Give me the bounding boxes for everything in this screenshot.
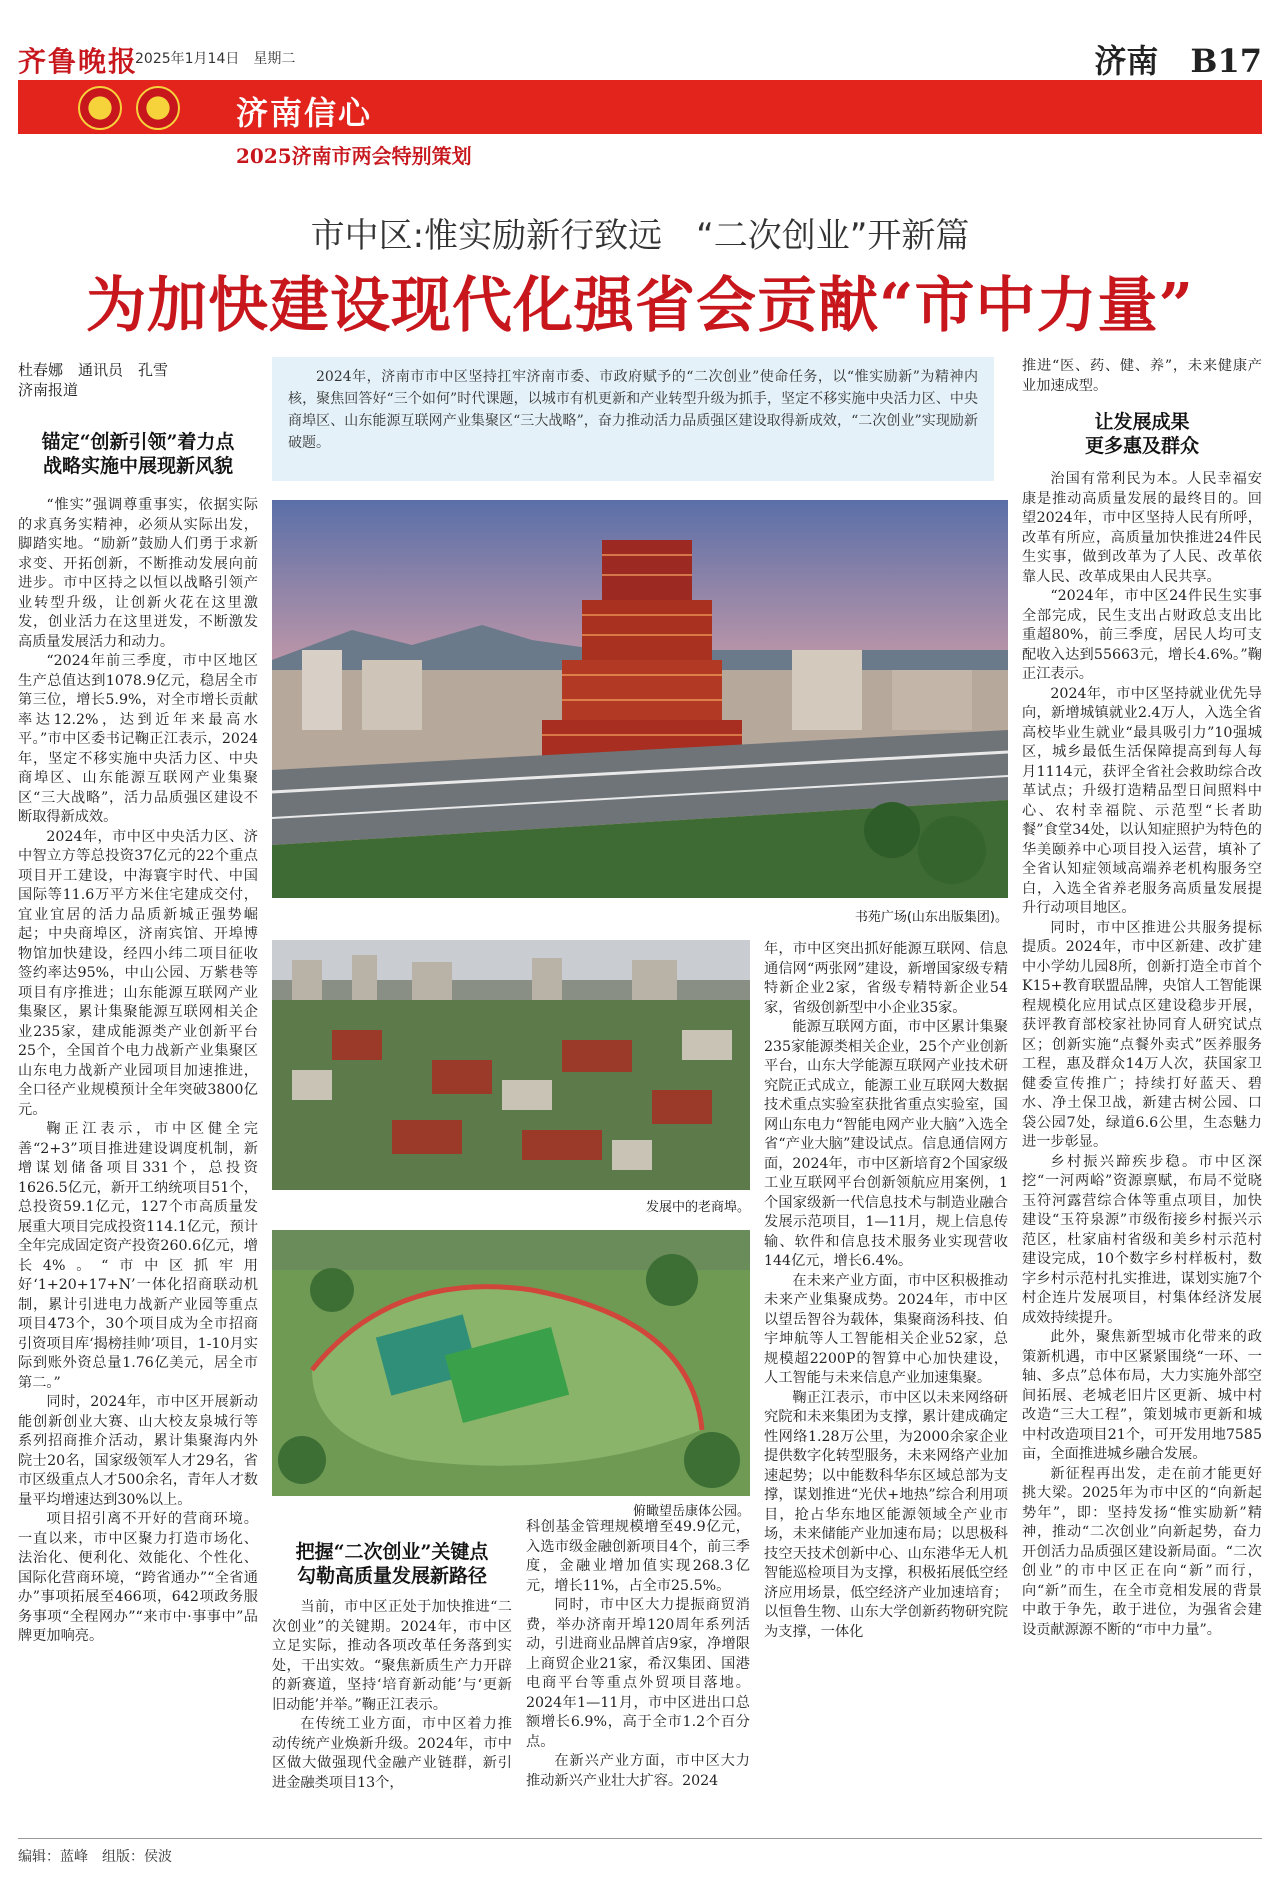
- photo-old-commercial-port: [272, 940, 750, 1190]
- paragraph: 能源互联网方面，市中区累计集聚235家能源类相关企业，25个产业创新平台，山东大学能源互联网产业技术研究院正式成立，能源工业互联网大数据技术重点实验室获批省重点实验室，国网山东电力“智能电网产业大脑”入选全省“产业大脑”建设试点。信息通信网方面，2024年，市中区新培育2个国家级工业互联网平台创新领航应用案例，1个国家级新一代信息技术与制造业融合发展示范项目，1—11月，规上信息传输、软件和信息技术服务业实现营收144亿元，增长6.4%。: [764, 1019, 1008, 1269]
- paragraph: 鞠正江表示，市中区健全完善“2+3”项目推进建设调度机制，新增谋划储备项目331个，总投资1626.5亿元，新开工纳统项目51个，总投资59.1亿元，127个市高质量发展重大项目完成投资114.1亿元，预计全年完成固定资产投资260.6亿元，增长4%。“市中区抓牢用好‘1+20+17+N’一体化招商联动机制，累计引进电力战新产业园等重点项目473个，30个项目成为全市招商引资项目库‘揭榜挂帅’项目，1-10月实际到账外资总量1.76亿美元，居全市第二。”: [18, 1121, 258, 1391]
- banner-title: 济南信心: [236, 94, 373, 132]
- section-banner: [18, 80, 1262, 134]
- intro-box: 2024年，济南市市中区坚持扛牢济南市委、市政府赋予的“二次创业”使命任务，以“惟实励新”为精神内核，聚焦回答好“三个如何”时代课题，以城市有机更新和产业转型升级为抓手，坚定不移实施中央活力区、中央商埠区、山东能源互联网产业集聚区“三大战略”，奋力推动活力品质强区建设取得新成效，“二次创业”实现励新破题。: [272, 357, 994, 481]
- column-4: [764, 940, 1008, 1828]
- paragraph: “2024年，市中区24件民生实事全部完成，民生支出占财政总支出比重超80%，前三季度，居民人均可支配收入达到55663元，增长4.6%。”鞠正江表示。: [1022, 588, 1262, 682]
- main-headline: 为加快建设现代化强省会贡献“市中力量”: [85, 271, 1195, 341]
- paragraph: “惟实”强调尊重事实，依据实际的求真务实精神，必须从实际出发，脚踏实地。“励新”鼓励人们勇于求新求变、开拓创新，不断推动发展向前进步。市中区持之以恒以战略引领产业转型升级，让创新火花在这里激发，创业活力在这里迸发，不断激发高质量发展活力和动力。: [18, 497, 258, 650]
- paragraph: 2024年，市中区坚持就业优先导向，新增城镇就业2.4万人，入选全省高校毕业生就业“最具吸引力”10强城区，城乡最低生活保障提高到每人每月1114元，获评全省社会救助综合改革试点；升级打造精品型日间照料中心、农村幸福院、示范型“长者助餐”食堂34处，以认知症照护为特色的华美颐养中心项目投入运营，填补了全省认知症领域高端养老机构服务空白，入选全省养老服务高质量发展提升行动项目地区。: [1022, 685, 1262, 916]
- issue-date: 2025年1月14日 星期二: [135, 51, 296, 67]
- paragraph: 年，市中区突出抓好能源互联网、信息通信网“两张网”建设，新增国家级专精特新企业2家，省级专精特新企业54家，省级创新型中小企业35家。: [764, 941, 1008, 1016]
- paragraph: 在传统工业方面，市中区着力推动传统产业焕新升级。2024年，市中区做大做强现代金融产业链群，新引进金融类项目13个，: [272, 1716, 512, 1791]
- section-heading-3: 让发展成果 更多惠及群众: [1084, 411, 1199, 457]
- column-5-top: [1022, 357, 1262, 397]
- byline-authors: 杜春娜 通讯员 孔雪: [18, 361, 169, 379]
- column-2: [272, 1598, 512, 1828]
- page-code: 济南 B17: [1094, 42, 1262, 80]
- paragraph: 在新兴产业方面，市中区大力推动新兴产业壮大扩容。2024: [526, 1753, 750, 1789]
- paragraph: 治国有常利民为本。人民幸福安康是推动高质量发展的最终目的。回望2024年，市中区坚持人民有所呼，改革有所应，高质量加快推进24件民生实事，做到改革为了人民、改革依靠人民、改革成果由人民共享。: [1022, 471, 1262, 585]
- column-1: [18, 496, 258, 1828]
- footer-credits: 编辑：蓝峰 组版：侯波: [18, 1849, 172, 1865]
- column-3: [526, 1518, 750, 1828]
- photo-bookstore-plaza: [272, 500, 1008, 898]
- photo-wangyue-park: [272, 1230, 750, 1496]
- column-5: [1022, 470, 1262, 1828]
- national-emblem-icon: [78, 86, 122, 130]
- paragraph: 2024年，市中区中央活力区、济中智立方等总投资37亿元的22个重点项目开工建设，中海寰宇时代、中国国际等11.6万平方米住宅建成交付，宜业宜居的活力品质新城正强势崛起；中央商埠区，济南宾馆、开埠博物馆加快建设，经四小纬二项目征收签约率达95%，中山公园、万紫巷等项目有序推进；山东能源互联网产业集聚区，累计集聚能源互联网相关企业235家，建成能源类产业创新平台25个，全国首个电力战新产业集聚区山东电力战新产业园项目加速推进，全口径产业规模预计全年突破3800亿元。: [18, 828, 258, 1118]
- paragraph: 当前，市中区正处于加快推进“二次创业”的关键期。2024年，市中区立足实际，推动各项改革任务落到实处，干出实效。“聚焦新质生产力开辟的新赛道，坚持‘培育新动能’与‘更新旧动能’并举。”鞠正江表示。: [272, 1599, 512, 1713]
- paragraph: 鞠正江表示，市中区以未来网络研究院和未来集团为支撑，累计建成确定性网络1.28万公里，为2000余家企业提供数字化转型服务，未来网络产业加速起势；以中能数科华东区域总部为支撑，谋划推进“光伏+地热”综合利用项目，抢占华东地区能源领域全产业市场，未来储能产业加速布局；以思极科技空天技术创新中心、山东港华无人机智能巡检项目为支撑，积极拓展低空经济应用场景，低空经济产业加速培育；以恒鲁生物、山东大学创新药物研究院为支撑，一体化: [764, 1389, 1008, 1640]
- paragraph: 乡村振兴蹄疾步稳。市中区深挖“一河两峪”资源禀赋，布局不觉晓玉符河露营综合体等重点项目，加快建设“玉符泉源”市级衔接乡村振兴示范区，杜家庙村省级和美乡村示范村建设完成，10个数字乡村样板村，数字乡村示范村扎实推进，谋划实施7个村企连片发展项目，村集体经济发展成效持续提升。: [1022, 1153, 1262, 1326]
- paragraph: 新征程再出发，走在前才能更好挑大梁。2025年为市中区的“向新起势年”，即：坚持发扬“惟实励新”精神，推动“二次创业”向新起势，奋力开创活力品质强区建设新局面。“二次创业”的市中区正在向“新”而行，向“新”而生，在全市竞相发展的背景中敢于争先，敢于进位，为强省会建设贡献源源不断的“市中力量”。: [1022, 1465, 1262, 1638]
- caption-photo-1: 书苑广场(山东出版集团)。: [854, 910, 1008, 925]
- section-heading-1: 锚定“创新引领”着力点 战略实施中展现新风貌: [41, 431, 235, 477]
- paragraph: “2024年前三季度，市中区地区生产总值达到1078.9亿元，稳居全市第三位，增长5.9%，对全市增长贡献率达12.2%，达到近年来最高水平。”市中区委书记鞠正江表示，2024年，坚定不移实施中央活力区、中央商埠区、山东能源互联网产业集聚区“三大战略”，活力品质强区建设不断取得新成效。: [18, 653, 258, 825]
- footer-divider: [18, 1838, 1262, 1839]
- paragraph: 在未来产业方面，市中区积极推动未来产业集聚成势。2024年，市中区以望岳智谷为载体，集聚商汤科技、伯宇坤航等人工智能相关企业52家，总规模超2200P的智算中心加快建设，人工智能与未来信息产业加速集聚。: [764, 1272, 1008, 1386]
- kicker-headline: 市中区:惟实励新行致远 “二次创业”开新篇: [310, 216, 970, 256]
- byline-location: 济南报道: [18, 381, 79, 399]
- paragraph: 同时，市中区大力提振商贸消费，举办济南开埠120周年系列活动，引进商业品牌首店9家，净增限上商贸企业21家，希汉集团、国港电商平台等重点外贸项目落地。2024年1—11月，市中区进出口总额增长6.9%，高于全市1.2个百分点。: [526, 1597, 750, 1750]
- caption-photo-2: 发展中的老商埠。: [645, 1200, 750, 1215]
- section-heading-2: 把握“二次创业”关键点 勾勒高质量发展新路径: [295, 1541, 489, 1587]
- paragraph: 项目招引离不开好的营商环境。一直以来，市中区聚力打造市场化、法治化、便利化、效能化、个性化、国际化营商环境，“跨省通办”“全省通办”事项拓展至466项，642项政务服务事项“全程网办”“来市中·事事中”品牌更加响亮。: [18, 1511, 258, 1644]
- byline: [18, 360, 258, 400]
- masthead-logo: 齐鲁晚报: [18, 45, 139, 78]
- paragraph: 同时，市中区推进公共服务提标提质。2024年，市中区新建、改扩建中小学幼儿园8所，创新打造全市首个K15+教育联盟品牌，央馆人工智能课程规模化应用试点区建设稳步开展，获评教育部校家社协同育人研究试点区；创新实施“点餐外卖式”医养服务工程，惠及群众14万人次，获国家卫健委宣传推广；持续打好蓝天、碧水、净土保卫战，新建古树公园、口袋公园7处，绿道6.6公里，生态魅力进一步彰显。: [1022, 919, 1262, 1150]
- paragraph: 推进“医、药、健、养”，未来健康产业加速成型。: [1022, 358, 1262, 394]
- cppcc-emblem-icon: [136, 86, 180, 130]
- paragraph: 此外，聚焦新型城市化带来的政策新机遇，市中区紧紧围绕“一环、一轴、多点”总体布局，大力实施外部空间拓展、老城老旧片区更新、城中村改造“三大工程”，策划城市更新和城中村改造项目21个，可开发用地7585亩，全面推进城乡融合发展。: [1022, 1329, 1262, 1462]
- caption-photo-3: 俯瞰望岳康体公园。: [632, 1504, 750, 1519]
- paragraph: 同时，2024年，市中区开展新动能创新创业大赛、山大校友泉城行等系列招商推介活动，累计集聚海内外院士20名，国家级领军人才29名，省市区级重点人才500余名，青年人才数量平均增速达到30%以上。: [18, 1394, 258, 1508]
- paragraph: 科创基金管理规模增至49.9亿元，入选市级金融创新项目4个，前三季度，金融业增加值实现268.3亿元，增长11%，占全市25.5%。: [526, 1519, 750, 1594]
- banner-subtitle: 2025济南市两会特别策划: [236, 144, 472, 168]
